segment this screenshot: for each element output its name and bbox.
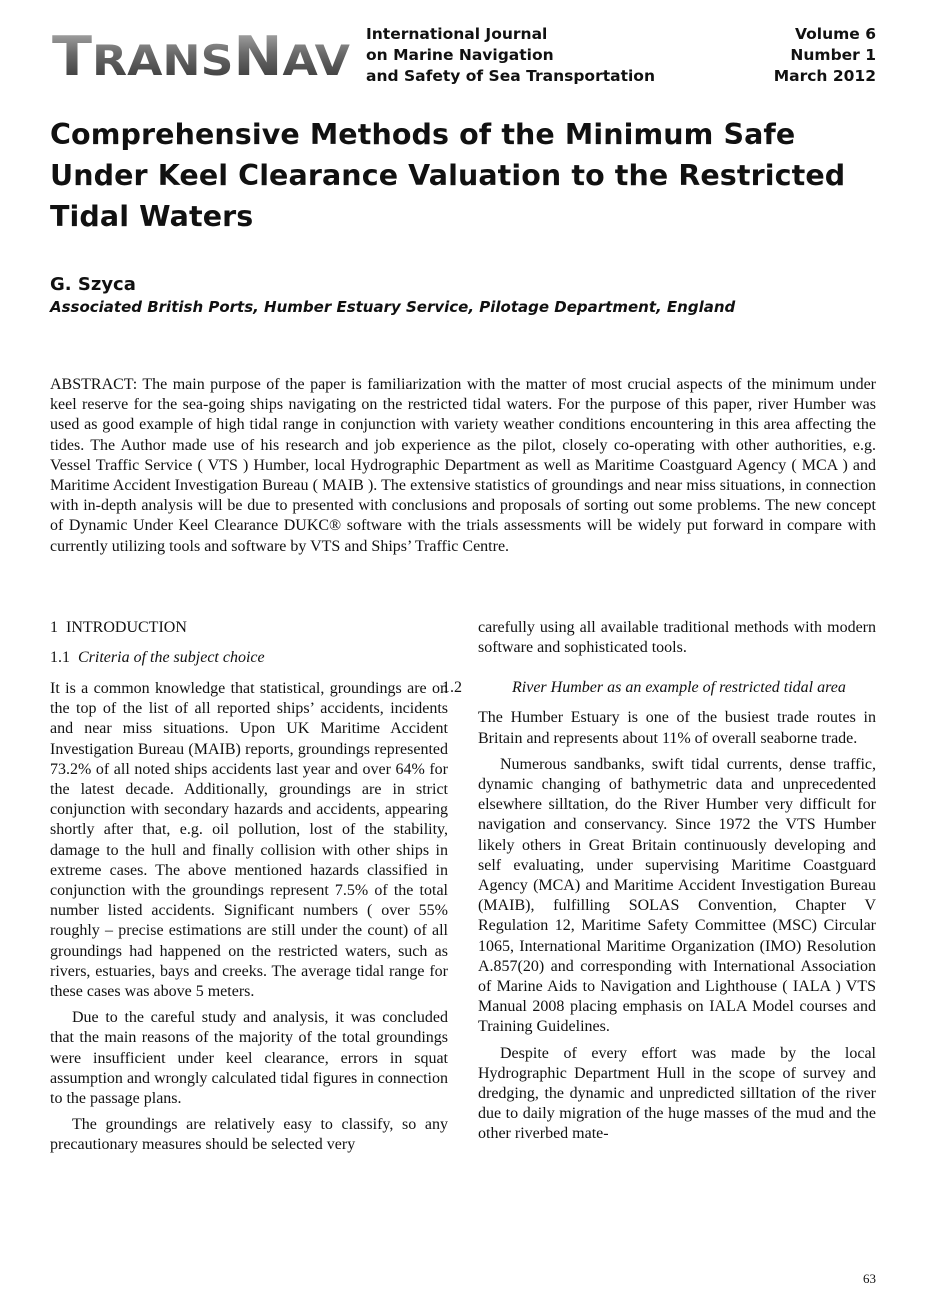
- left-column: [50, 618, 448, 1156]
- right-column: [442, 618, 876, 1145]
- paragraph: Numerous sandbanks, swift tidal currents, dense traffic, dynamic changing of bathymetric data and unprecedented elsewhere silltation, do the River Humber very difficult for navigation and conservancy. Since 1972 the VTS Humber likely others in Great Britain continuously developing and self evaluating, under supervising Maritime Coastguard Agency (MCA) and Maritime Accident Investigation Bureau (MAIB), fulfilling SOLAS Convention, Chapter V Regulation 12, Maritime Safety Committee (MSC) Circular 1065, International Maritime Organization (IMO) Resolution A.857(20) and corresponding with International Association of Marine Aids to Navigation and Lighthouse ( IALA ) VTS Manual 2008 placing emphasis on IALA Model courses and Training Guidelines.: [478, 755, 876, 1036]
- paragraph: It is a common knowledge that statistical, groundings are on the top of the list of all reported ships’ accidents, incidents and near miss situations. Upon UK Maritime Accident Investigation Bureau (MAIB) reports, groundings represented 73.2% of all noted ships accidents last year and over 64% for the latest decade. Additionally, groundings are in strict conjunction with secondary hazards and accidents, appearing shortly after that, e.g. oil pollution, lost of the stability, damage to the hull and finally collision with other ships in extreme cases. The above mentioned hazards classified in conjunction with the groundings represent 7.5% of the total number listed accidents. Significant numbers ( over 55% roughly – precise estimations are still under the count) of all groundings had happened on the restricted waters, such as rivers, estuaries, bays and creeks. The average tidal range for these cases was above 5 meters.: [50, 680, 448, 1001]
- subsection-title: River Humber as an example of restricted tidal area: [512, 679, 846, 697]
- subsection-number: 1.1: [50, 649, 70, 666]
- transnav-logo: [52, 28, 352, 80]
- svg-text:TRANSNAV: TRANS NAV: [52, 28, 345, 80]
- number: Number 1: [790, 46, 876, 64]
- paragraph: Despite of every effort was made by the local Hydrographic Department Hull in the scope of survey and dredging, the dynamic and unpredicted silltation of the river due to daily migration of the huge masses of the mud and the other riverbed mate-: [478, 1044, 876, 1143]
- subsection-title: Criteria of the subject choice: [78, 649, 265, 666]
- paragraph: carefully using all available traditional methods with modern software and sophisticated tools.: [478, 619, 876, 657]
- subsection-heading: [50, 648, 448, 668]
- journal-name: [366, 24, 655, 87]
- author-affiliation: Associated British Ports, Humber Estuary Service, Pilotage Department, England: [50, 298, 736, 316]
- paragraph: The Humber Estuary is one of the busiest trade routes in Britain and represents about 11% of overall seaborne trade.: [478, 709, 876, 747]
- paper-title: Comprehensive Methods of the Minimum Safe Under Keel Clearance Valuation to the Restricted Tidal Waters: [50, 118, 846, 233]
- date: March 2012: [773, 67, 876, 85]
- journal-line: on Marine Navigation: [366, 46, 554, 64]
- journal-line: and Safety of Sea Transportation: [366, 67, 655, 85]
- subsection-number: 1.2: [442, 679, 462, 697]
- issue-info: [774, 24, 876, 87]
- section-title: INTRODUCTION: [66, 619, 187, 636]
- volume: Volume 6: [795, 25, 876, 43]
- section-heading: [50, 618, 448, 638]
- page-number: 63: [863, 1271, 876, 1286]
- abstract: ABSTRACT: The main purpose of the paper is familiarization with the matter of most crucial aspects of the minimum under keel reserve for the sea-going ships navigating on the restricted tidal waters. For the purpose of this paper, river Humber was used as good example of high tidal range in conjunction with variety weather conditions encountering in this area affecting the tides. The Author made use of his research and job experience as the pilot, closely co-operating with other authorities, e.g. Vessel Traffic Service ( VTS ) Humber, local Hydrographic Department as well as Maritime Coastguard Agency ( MCA ) and Maritime Accident Investigation Bureau ( MAIB ). The extensive statistics of groundings and near miss situations, in connection with in-depth analysis will be due to presented with conclusions and proposals of sorting out some problems. The new concept of Dynamic Under Keel Clearance DUKC® software with the trials assessments will be widely put forward in compare with currently utilizing tools and software by VTS and Ships’ Traffic Centre.: [50, 376, 876, 555]
- journal-line: International Journal: [366, 25, 548, 43]
- section-number: 1: [50, 619, 58, 636]
- paragraph: The groundings are relatively easy to classify, so any precautionary measures should be selected very: [50, 1116, 448, 1154]
- subsection-heading: [442, 678, 876, 698]
- paragraph: Due to the careful study and analysis, it was concluded that the main reasons of the majority of the total groundings were insufficient under keel clearance, errors in squat assumption and wrongly calculated tidal figures in connection to the passage plans.: [50, 1009, 448, 1108]
- author-name: G. Szyca: [50, 274, 136, 295]
